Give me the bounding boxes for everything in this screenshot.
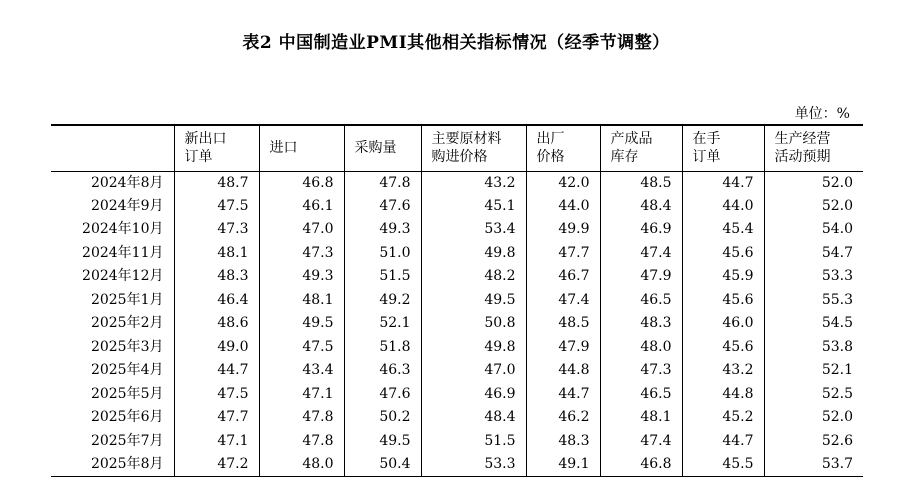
- value-cell: 44.0: [526, 195, 600, 219]
- row-month-cell: 2024年9月: [90, 197, 164, 214]
- value-cell: 48.0: [600, 336, 682, 360]
- value-cell: 45.9: [682, 265, 764, 289]
- value-cell: 47.4: [600, 430, 682, 454]
- value-cell: 49.3: [344, 218, 421, 242]
- value-cell: 51.8: [344, 336, 421, 360]
- value-cell: 52.0: [764, 195, 863, 219]
- pmi-indicators-table: [51, 124, 863, 477]
- value-cell: 52.1: [344, 312, 421, 336]
- value-cell: 50.4: [344, 453, 421, 477]
- column-header-new-export-orders: 新出口 订单: [174, 125, 259, 171]
- value-cell: 45.1: [421, 195, 526, 219]
- header-row: [51, 125, 863, 171]
- value-cell: 54.5: [764, 312, 863, 336]
- column-header-ex-factory-prices: 出厂 价格: [526, 125, 600, 171]
- table-row: [51, 406, 863, 430]
- table-header: [51, 125, 863, 171]
- value-cell: 49.1: [526, 453, 600, 477]
- row-month-cell: 2024年11月: [82, 244, 164, 261]
- value-cell: 47.7: [174, 406, 259, 430]
- row-month-cell: 2024年12月: [82, 268, 164, 285]
- value-cell: 44.8: [526, 359, 600, 383]
- value-cell: 48.2: [421, 265, 526, 289]
- value-cell: 45.6: [682, 289, 764, 313]
- row-month-cell: 2025年5月: [90, 385, 164, 402]
- value-cell: 49.5: [344, 430, 421, 454]
- value-cell: 44.8: [682, 383, 764, 407]
- value-cell: 43.2: [421, 171, 526, 195]
- value-cell: 46.8: [259, 171, 344, 195]
- value-cell: 46.9: [421, 383, 526, 407]
- value-cell: 46.5: [600, 383, 682, 407]
- value-cell: 49.5: [421, 289, 526, 313]
- table-row: [51, 289, 863, 313]
- value-cell: 47.5: [259, 336, 344, 360]
- value-cell: 48.3: [526, 430, 600, 454]
- value-cell: 53.4: [421, 218, 526, 242]
- value-cell: 45.6: [682, 242, 764, 266]
- value-cell: 46.5: [600, 289, 682, 313]
- value-cell: 45.6: [682, 336, 764, 360]
- row-month-cell: 2025年7月: [90, 432, 164, 449]
- value-cell: 47.5: [174, 383, 259, 407]
- value-cell: 47.2: [174, 453, 259, 477]
- value-cell: 51.0: [344, 242, 421, 266]
- value-cell: 43.4: [259, 359, 344, 383]
- value-cell: 44.7: [682, 430, 764, 454]
- value-cell: 46.9: [600, 218, 682, 242]
- value-cell: 44.0: [682, 195, 764, 219]
- column-header-backlog-orders: 在手 订单: [682, 125, 764, 171]
- value-cell: 46.7: [526, 265, 600, 289]
- value-cell: 46.8: [600, 453, 682, 477]
- value-cell: 52.0: [764, 406, 863, 430]
- row-month-cell: 2025年4月: [90, 362, 164, 379]
- row-month-cell: 2024年8月: [90, 174, 164, 191]
- value-cell: 47.6: [344, 383, 421, 407]
- value-cell: 48.4: [421, 406, 526, 430]
- table-row: [51, 312, 863, 336]
- value-cell: 54.7: [764, 242, 863, 266]
- value-cell: 44.7: [526, 383, 600, 407]
- value-cell: 49.8: [421, 242, 526, 266]
- value-cell: 46.0: [682, 312, 764, 336]
- row-month-cell: 2025年2月: [90, 315, 164, 332]
- value-cell: 48.4: [600, 195, 682, 219]
- value-cell: 49.0: [174, 336, 259, 360]
- value-cell: 47.3: [174, 218, 259, 242]
- value-cell: 48.5: [526, 312, 600, 336]
- value-cell: 49.2: [344, 289, 421, 313]
- row-month-cell: 2024年10月: [82, 221, 164, 238]
- column-header-business-expectations: 生产经营 活动预期: [764, 125, 863, 171]
- value-cell: 44.7: [174, 359, 259, 383]
- value-cell: 47.8: [259, 406, 344, 430]
- value-cell: 47.3: [600, 359, 682, 383]
- table-row: [51, 265, 863, 289]
- value-cell: 46.1: [259, 195, 344, 219]
- value-cell: 51.5: [344, 265, 421, 289]
- value-cell: 47.3: [259, 242, 344, 266]
- value-cell: 52.1: [764, 359, 863, 383]
- value-cell: 46.2: [526, 406, 600, 430]
- value-cell: 45.4: [682, 218, 764, 242]
- value-cell: 52.0: [764, 171, 863, 195]
- table-row: [51, 171, 863, 195]
- value-cell: 47.4: [600, 242, 682, 266]
- value-cell: 48.1: [600, 406, 682, 430]
- table-row: [51, 195, 863, 219]
- value-cell: 51.5: [421, 430, 526, 454]
- row-month-cell: 2025年8月: [51, 453, 174, 477]
- value-cell: 47.0: [259, 218, 344, 242]
- value-cell: 45.2: [682, 406, 764, 430]
- value-cell: 48.3: [600, 312, 682, 336]
- column-header-purchase-quantity: 采购量: [344, 125, 421, 171]
- value-cell: 49.3: [259, 265, 344, 289]
- value-cell: 47.7: [526, 242, 600, 266]
- value-cell: 48.5: [600, 171, 682, 195]
- row-month-cell: 2025年6月: [90, 409, 164, 426]
- value-cell: 47.1: [174, 430, 259, 454]
- table-row: [51, 218, 863, 242]
- value-cell: 44.7: [682, 171, 764, 195]
- table-row: [51, 242, 863, 266]
- value-cell: 52.6: [764, 430, 863, 454]
- table-body: [51, 171, 863, 477]
- value-cell: 50.2: [344, 406, 421, 430]
- value-cell: 54.0: [764, 218, 863, 242]
- value-cell: 48.1: [259, 289, 344, 313]
- table-row: [51, 453, 863, 477]
- value-cell: 47.4: [526, 289, 600, 313]
- value-cell: 49.8: [421, 336, 526, 360]
- value-cell: 49.9: [526, 218, 600, 242]
- value-cell: 53.7: [764, 453, 863, 477]
- value-cell: 48.6: [174, 312, 259, 336]
- value-cell: 53.8: [764, 336, 863, 360]
- value-cell: 47.5: [174, 195, 259, 219]
- value-cell: 47.9: [526, 336, 600, 360]
- value-cell: 47.8: [344, 171, 421, 195]
- column-header-imports: 进口: [259, 125, 344, 171]
- value-cell: 48.3: [174, 265, 259, 289]
- value-cell: 48.1: [174, 242, 259, 266]
- value-cell: 53.3: [764, 265, 863, 289]
- table-row: [51, 430, 863, 454]
- column-header-finished-goods-inventory: 产成品 库存: [600, 125, 682, 171]
- value-cell: 46.3: [344, 359, 421, 383]
- value-cell: 47.6: [344, 195, 421, 219]
- column-header-month: [51, 125, 174, 171]
- value-cell: 42.0: [526, 171, 600, 195]
- table-row: [51, 383, 863, 407]
- row-month-cell: 2025年3月: [90, 338, 164, 355]
- column-header-raw-material-prices: 主要原材料 购进价格: [421, 125, 526, 171]
- value-cell: 47.9: [600, 265, 682, 289]
- value-cell: 43.2: [682, 359, 764, 383]
- table-row: [51, 359, 863, 383]
- table-title: 表2 中国制造业PMI其他相关指标情况（经季节调整）: [242, 33, 670, 53]
- value-cell: 47.8: [259, 430, 344, 454]
- value-cell: 47.1: [259, 383, 344, 407]
- unit-label: 单位：%: [794, 106, 850, 122]
- value-cell: 53.3: [421, 453, 526, 477]
- value-cell: 52.5: [764, 383, 863, 407]
- row-month-cell: 2025年1月: [90, 291, 164, 308]
- value-cell: 48.0: [259, 453, 344, 477]
- value-cell: 46.4: [174, 289, 259, 313]
- value-cell: 49.5: [259, 312, 344, 336]
- value-cell: 50.8: [421, 312, 526, 336]
- value-cell: 47.0: [421, 359, 526, 383]
- value-cell: 45.5: [682, 453, 764, 477]
- table-row: [51, 336, 863, 360]
- value-cell: 48.7: [174, 171, 259, 195]
- value-cell: 55.3: [764, 289, 863, 313]
